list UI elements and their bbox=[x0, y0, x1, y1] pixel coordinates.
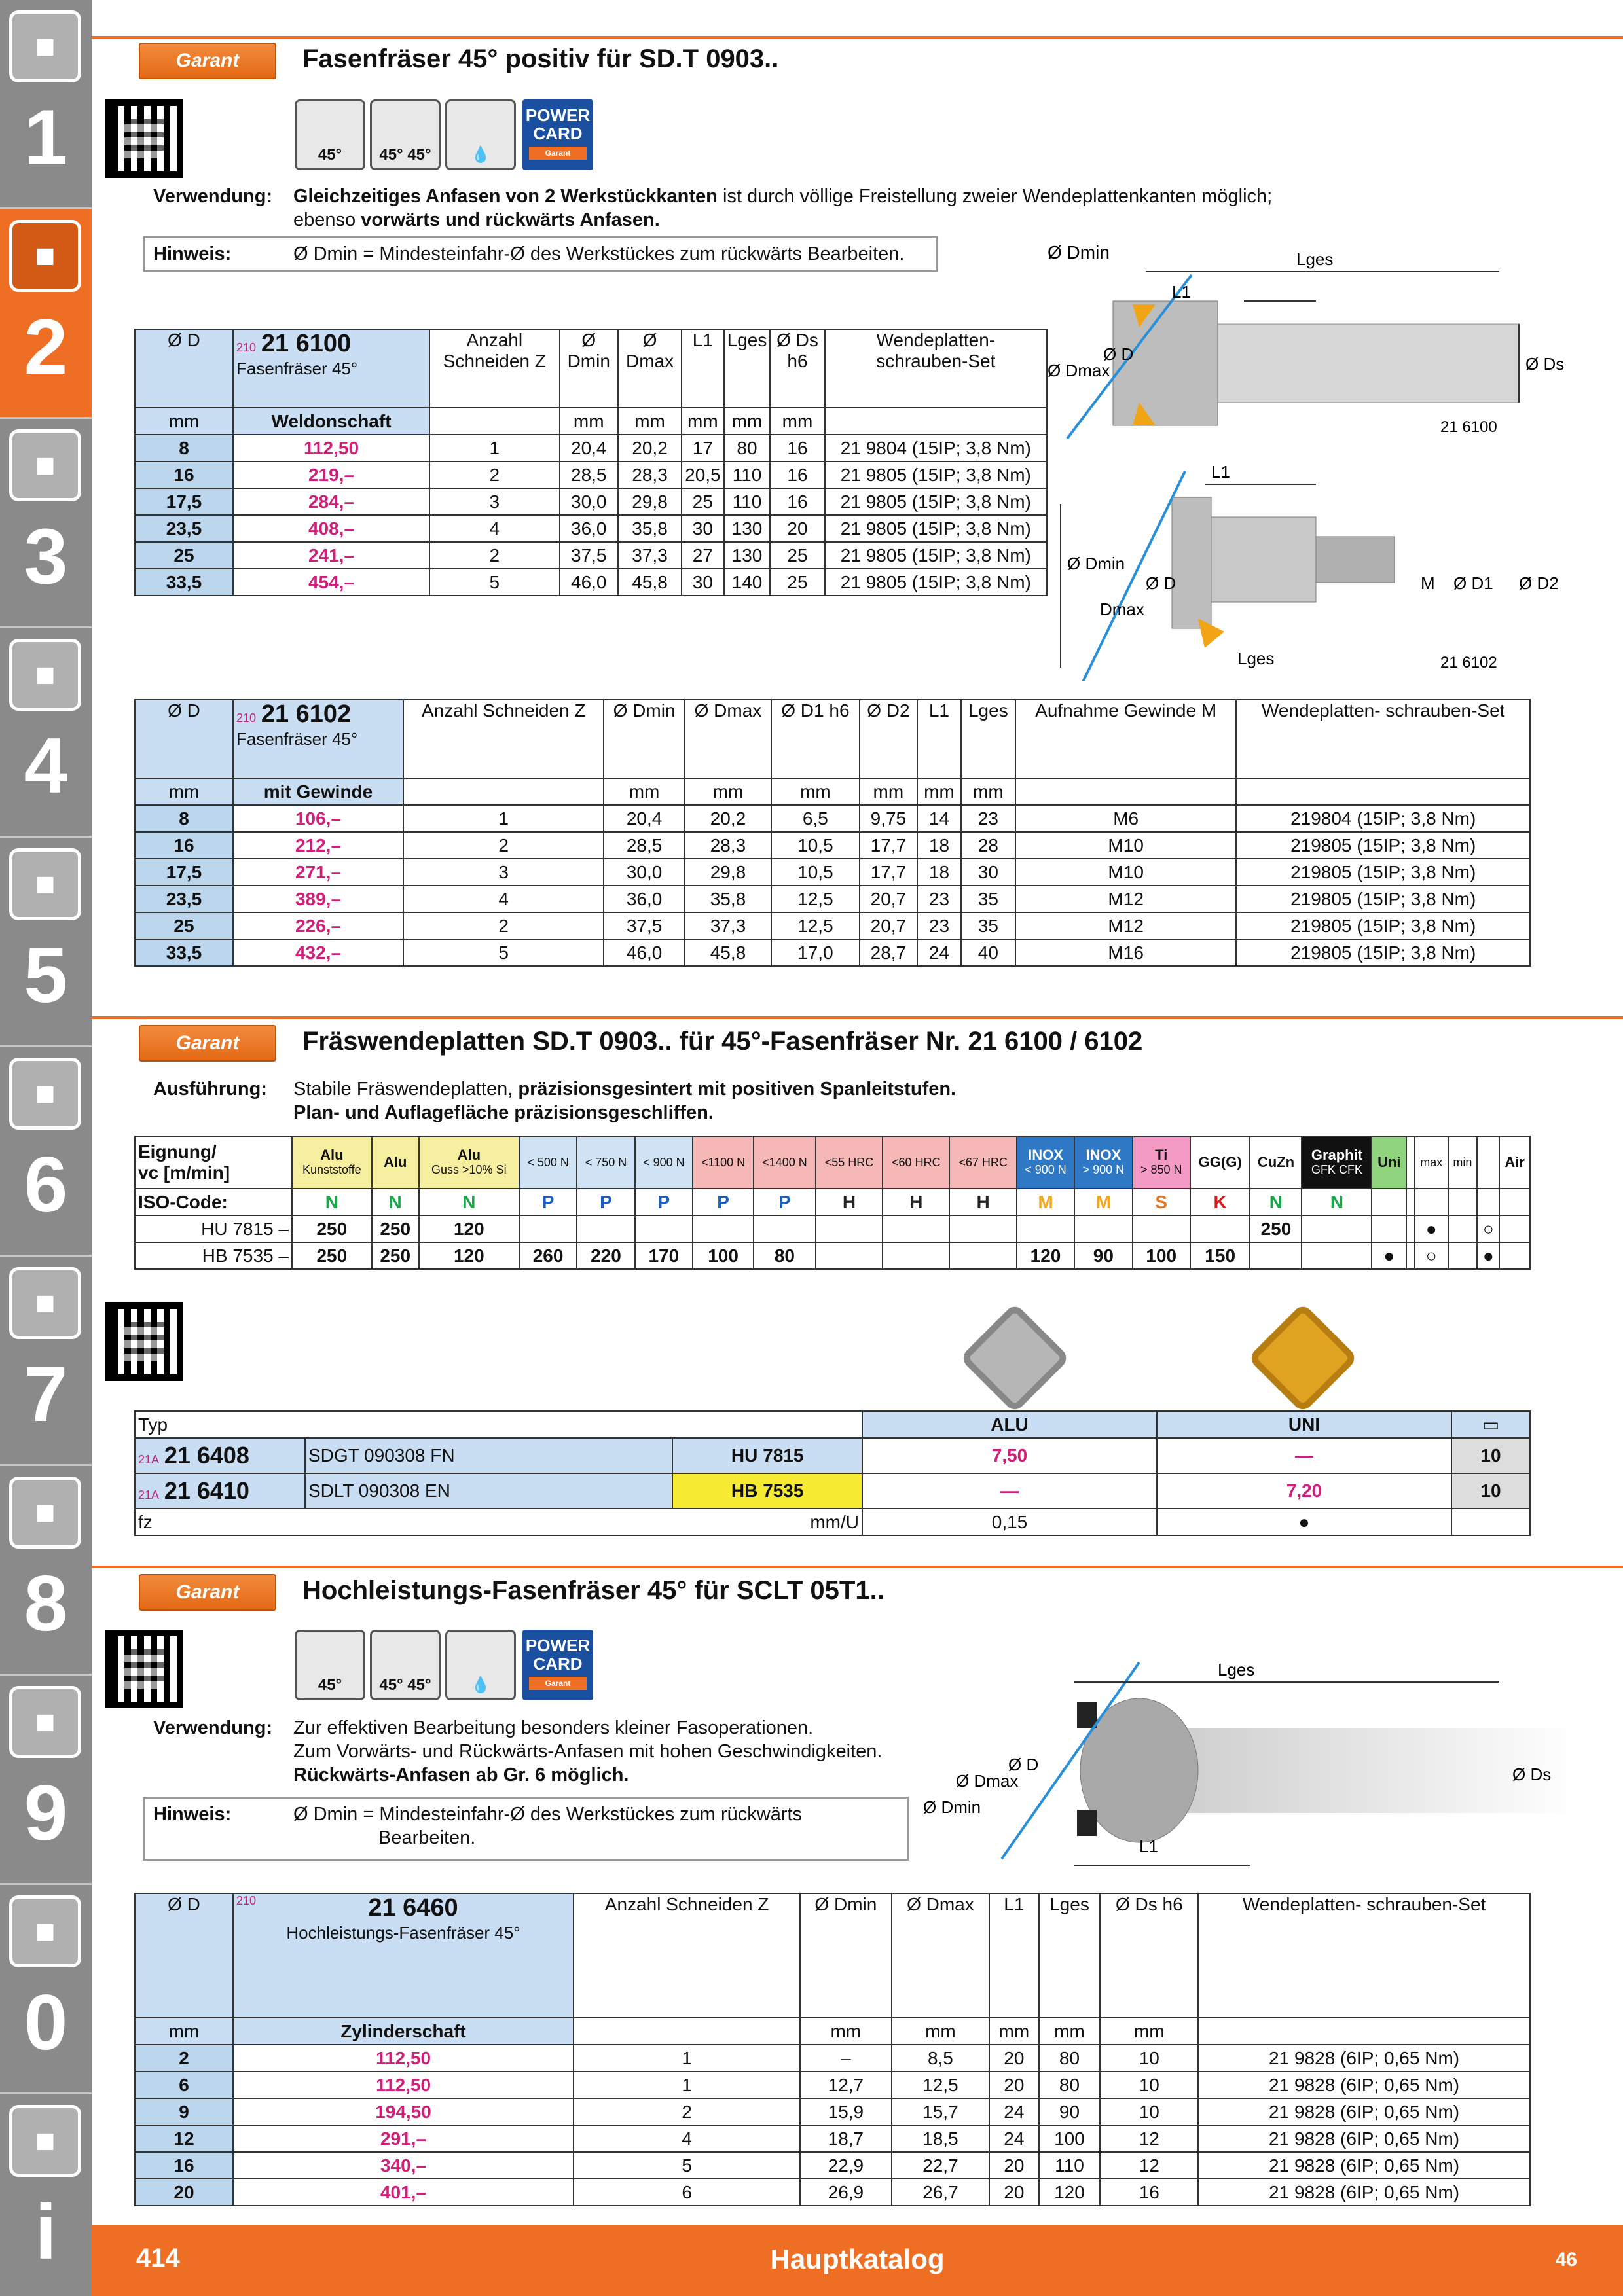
svg-text:Ø Dmax: Ø Dmax bbox=[1048, 361, 1110, 380]
safety-glasses-icon: ■ bbox=[9, 1895, 81, 1967]
fig-label-216100: 21 6100 bbox=[1440, 418, 1497, 436]
saw-blade-icon: ■ bbox=[9, 848, 81, 920]
chapter-number: 1 bbox=[24, 94, 68, 181]
table-row: 8 112,50 1 20,4 20,2 17 80 16 21 9804 (15IP; 3,8 Nm) bbox=[135, 435, 1047, 461]
table-row: 21A 21 6408 SDGT 090308 FN HU 7815 7,50 — 10 bbox=[135, 1438, 1530, 1473]
col-d: Ø D bbox=[135, 329, 233, 408]
garant-logo: Garant bbox=[139, 43, 276, 79]
table-216102: Ø D 210 21 6102 Fasenfräser 45° Anzahl Schneiden Z Ø Dmin Ø Dmax Ø D1 h6 Ø D2 L1 Lges Aufnahme Gewinde M Wendeplatten- schrauben-Set mm mit Gewinde mm mm mm mm mm mm 8 106,– 1 20,4 20,2 6,5 9,75 14 23 M6 219804 (15IP; 3,8 Nm) 16 212,– 2 28,5 28,3 10,5 17,7 18 28 M10 219805 (15IP; 3,8 Nm) 17,5 271,– 3 30,0 29,8 10,5 17,7 18 30 M10 219805 (15IP; 3,8 Nm) 23,5 389,– 4 36,0 35,8 12,5 20,7 23 35 M12 219805 (15IP; 3,8 Nm) 25 226,– 2 37,5 37,3 12,5 20,7 23 35 M12 219805 (15IP; 3,8 Nm) 33,5 432,– 5 46,0 45,8 17,0 28,7 24 40 M16 219805 (15IP; 3,8 Nm) bbox=[134, 699, 1531, 967]
table-row: 17,5 271,– 3 30,0 29,8 10,5 17,7 18 30 M10 219805 (15IP; 3,8 Nm) bbox=[135, 859, 1530, 886]
table-row: 20 401,– 6 26,9 26,7 20 120 16 21 9828 (6IP; 0,65 Nm) bbox=[135, 2179, 1530, 2206]
pliers-icon: ■ bbox=[9, 1267, 81, 1339]
svg-text:Ø D1: Ø D1 bbox=[1453, 573, 1493, 593]
svg-text:Ø D: Ø D bbox=[1103, 344, 1134, 364]
verwendung-text: Gleichzeitiges Anfasen von 2 Werkstückkanten ist durch völlige Freistellung zweier Wendeplattenkanten möglich; ebenso vorwärts und rückwärts Anfasen. bbox=[293, 186, 1273, 230]
svg-text:Ø Dmin: Ø Dmin bbox=[923, 1797, 981, 1817]
chapter-number: 3 bbox=[24, 512, 68, 600]
svg-text:Ø D: Ø D bbox=[1146, 573, 1176, 593]
chapter-tab-1[interactable] bbox=[0, 0, 92, 209]
toolbox-icon: ■ bbox=[9, 1477, 81, 1549]
section-title: Hochleistungs-Fasenfräser 45° für SCLT 05T1.. bbox=[302, 1576, 884, 1605]
hinweis-text: Ø Dmin = Mindesteinfahr-Ø des Werkstückes zum rückwärts Bearbeiten. bbox=[293, 243, 905, 264]
table-row: 25 241,– 2 37,5 37,3 27 130 25 21 9805 (15IP; 3,8 Nm) bbox=[135, 542, 1047, 569]
tool-drawing-216460 bbox=[923, 1643, 1578, 1885]
chapter-tab-4[interactable] bbox=[0, 628, 92, 838]
table-row: 6 112,50 1 12,7 12,5 20 80 10 21 9828 (6IP; 0,65 Nm) bbox=[135, 2072, 1530, 2098]
qr-code[interactable] bbox=[105, 1630, 183, 1708]
section-title: Fräswendeplatten SD.T 0903.. für 45°-Fasenfräser Nr. 21 6100 / 6102 bbox=[302, 1027, 1143, 1056]
table-row: 25 226,– 2 37,5 37,3 12,5 20,7 23 35 M12 219805 (15IP; 3,8 Nm) bbox=[135, 912, 1530, 939]
power-card-badge: POWER CARD Garant bbox=[522, 99, 593, 170]
chapter-number: 9 bbox=[24, 1769, 68, 1857]
section-divider bbox=[92, 1016, 1623, 1019]
table-row: 12 291,– 4 18,7 18,5 24 100 12 21 9828 (6IP; 0,65 Nm) bbox=[135, 2125, 1530, 2152]
table-row: 16 212,– 2 28,5 28,3 10,5 17,7 18 28 M10 219805 (15IP; 3,8 Nm) bbox=[135, 832, 1530, 859]
chapter-tab-i[interactable] bbox=[0, 2094, 92, 2296]
svg-text:Lges: Lges bbox=[1296, 249, 1334, 269]
verwendung-label: Verwendung: bbox=[153, 186, 273, 207]
section-title: Fasenfräser 45° positiv für SD.T 0903.. bbox=[302, 45, 779, 73]
caliper-icon: ■ bbox=[9, 639, 81, 711]
cabinet-icon: ■ bbox=[9, 1686, 81, 1758]
chapter-number: 8 bbox=[24, 1560, 68, 1647]
svg-text:Ø Ds: Ø Ds bbox=[1512, 1765, 1552, 1784]
chapter-tab-6[interactable] bbox=[0, 1047, 92, 1257]
verwendung-label: Verwendung: bbox=[153, 1717, 273, 1738]
section-divider bbox=[92, 1566, 1623, 1568]
svg-text:Ø Dmax: Ø Dmax bbox=[956, 1771, 1019, 1791]
hinweis-text: Ø Dmin = Mindesteinfahr-Ø des Werkstückes zum rückwärts Bearbeiten. bbox=[293, 1804, 803, 1848]
svg-text:L1: L1 bbox=[1172, 282, 1191, 302]
section-divider bbox=[92, 36, 1623, 39]
table-row: 23,5 408,– 4 36,0 35,8 30 130 20 21 9805 (15IP; 3,8 Nm) bbox=[135, 515, 1047, 542]
table-216100: Ø D 210 21 6100 Fasenfräser 45° Anzahl Schneiden Z Ø Dmin Ø Dmax L1 Lges Ø Ds h6 Wendeplatten- schrauben-Set mm Weldonschaft mm mm mm mm mm 8 112,50 1 20,4 20,2 17 80 16 21 9804 (15IP; 3,8 Nm) 16 219,– 2 28,5 28,3 20,5 110 16 21 9805 (15IP; 3,8 Nm) 17,5 284,– 3 30,0 29,8 25 110 16 21 9805 (15IP; 3,8 Nm) 23,5 408,– 4 36,0 35,8 30 130 20 21 9805 (15IP; 3,8 Nm) 25 241,– 2 37,5 37,3 27 130 25 21 9805 (15IP; 3,8 Nm) 33,5 454,– 5 46,0 45,8 30 140 25 21 9805 (15IP; 3,8 Nm) bbox=[134, 329, 1048, 596]
qr-code[interactable] bbox=[105, 1302, 183, 1381]
drill-icon: ■ bbox=[9, 10, 81, 82]
tool-drawing-216102 bbox=[1041, 458, 1611, 681]
chapter-number: 5 bbox=[24, 931, 68, 1019]
insert-alu-image bbox=[959, 1302, 1070, 1414]
qr-code[interactable] bbox=[105, 99, 183, 178]
fig-label-216102: 21 6102 bbox=[1440, 654, 1497, 672]
milling-insert-icon: ■ bbox=[9, 220, 81, 292]
page-footer bbox=[92, 2225, 1623, 2296]
insert-table: Typ ALU UNI ▭ 21A 21 6408 SDGT 090308 FN HU 7815 7,50 — 10 21A 21 6410 SDLT 090308 EN HB 7535 — 7,20 10 fz mm/U 0,15 ● bbox=[134, 1410, 1531, 1536]
chapter-number: 4 bbox=[24, 722, 68, 810]
table-row: 2 112,50 1 – 8,5 20 80 10 21 9828 (6IP; 0,65 Nm) bbox=[135, 2045, 1530, 2072]
chapter-tab-2[interactable] bbox=[0, 209, 92, 419]
table-row: 17,5 284,– 3 30,0 29,8 25 110 16 21 9805 (15IP; 3,8 Nm) bbox=[135, 488, 1047, 515]
chapter-tab-0[interactable] bbox=[0, 1885, 92, 2094]
table-row: 16 219,– 2 28,5 28,3 20,5 110 16 21 9805 (15IP; 3,8 Nm) bbox=[135, 461, 1047, 488]
footer-index: 46 bbox=[1555, 2249, 1577, 2270]
chapter-number: 7 bbox=[24, 1350, 68, 1438]
table-216460: Ø D 210 21 6460 Hochleistungs-Fasenfräser 45° Anzahl Schneiden Z Ø Dmin Ø Dmax L1 Lges Ø Ds h6 Wendeplatten- schrauben-Set mm Zylinderschaft mm mm mm mm mm 2 112,50 1 – 8,5 20 80 10 21 9828 (6IP; 0,65 Nm) 6 112,50 1 12,7 12,5 20 80 10 21 9828 (6IP; 0,65 Nm) 9 194,50 2 15,9 15,7 24 90 10 21 9828 (6IP; 0,65 Nm) 12 291,– 4 18,7 18,5 24 100 12 21 9828 (6IP; 0,65 Nm) 16 340,– 5 22,9 22,7 20 110 12 21 9828 (6IP; 0,65 Nm) 20 401,– 6 26,9 26,7 20 120 16 21 9828 (6IP; 0,65 Nm) bbox=[134, 1893, 1531, 2206]
svg-text:M: M bbox=[1421, 573, 1435, 593]
garant-logo: Garant bbox=[139, 1025, 276, 1062]
coolant-pictogram: 💧 bbox=[445, 1630, 516, 1700]
material-suitability-table: Eignung/ vc [m/min] Alu Kunststoffe Alu Alu Guss >10% Si < 500 N < 750 N < 900 N <1100 N <1400 N <55 HRC <60 HRC <67 HRC INOX < 900 N INOX > 900 N Ti > 850 N GG(G) CuZn Graphit GFK CFK Uni max min Air ISO-Code: N N N P P P P P H H H M M S K N N HU 7815 – 250 250 120 250 ● ○ HB 7535 – 250 250 120 260 220 170 100 80 120 90 100 150 ● ○ ● bbox=[134, 1136, 1531, 1270]
hinweis-label: Hinweis: bbox=[153, 1804, 232, 1825]
table-row: HU 7815 – 250 250 120 250 ● ○ bbox=[135, 1215, 1530, 1242]
chapter-tab-bar bbox=[0, 0, 92, 2296]
chapter-number: 2 bbox=[24, 303, 68, 391]
svg-text:Ø D: Ø D bbox=[1008, 1755, 1039, 1774]
ausfuehrung-text: Stabile Fräswendeplatten, präzisionsgesintert mit positiven Spanleitstufen. Plan- und Auflagefläche präzisionsgeschliffen. bbox=[293, 1079, 957, 1123]
svg-text:Ø Ds: Ø Ds bbox=[1525, 354, 1565, 374]
insert-uni-image bbox=[1247, 1302, 1359, 1414]
power-card-badge: POWER CARD Garant bbox=[522, 1630, 593, 1700]
info-icon: ■ bbox=[9, 2105, 81, 2177]
chapter-tab-7[interactable] bbox=[0, 1257, 92, 1466]
svg-text:L1: L1 bbox=[1139, 1837, 1158, 1856]
table-row: 23,5 389,– 4 36,0 35,8 12,5 20,7 23 35 M12 219805 (15IP; 3,8 Nm) bbox=[135, 886, 1530, 912]
garant-logo: Garant bbox=[139, 1574, 276, 1611]
page-number: 414 bbox=[136, 2244, 180, 2272]
wrench-icon: ■ bbox=[9, 1058, 81, 1130]
coolant-pictogram: 💧 bbox=[445, 99, 516, 170]
table-row: 21A 21 6410 SDLT 090308 EN HB 7535 — 7,20 10 bbox=[135, 1473, 1530, 1509]
chapter-tab-3[interactable] bbox=[0, 419, 92, 628]
svg-text:Ø Dmin: Ø Dmin bbox=[1048, 242, 1110, 262]
svg-text:Lges: Lges bbox=[1218, 1660, 1255, 1679]
chapter-number: 0 bbox=[24, 1979, 68, 2066]
chamfer-45-pictogram: 45° bbox=[295, 99, 365, 170]
table-row: HB 7535 – 250 250 120 260 220 170 100 80 120 90 100 150 ● ○ ● bbox=[135, 1242, 1530, 1269]
table-row: 33,5 454,– 5 46,0 45,8 30 140 25 21 9805 (15IP; 3,8 Nm) bbox=[135, 569, 1047, 596]
chamfer-45-45-pictogram: 45° 45° bbox=[370, 1630, 441, 1700]
verwendung-text: Zur effektiven Bearbeitung besonders kleiner Fasoperationen. Zum Vorwärts- und Rückwärts-Anfasen mit hohen Geschwindigkeiten. Rückwärts-Anfasen ab Gr. 6 möglich. bbox=[293, 1717, 883, 1785]
table-row: 9 194,50 2 15,9 15,7 24 90 10 21 9828 (6IP; 0,65 Nm) bbox=[135, 2098, 1530, 2125]
footer-title: Hauptkatalog bbox=[770, 2244, 945, 2274]
table-row: 16 340,– 5 22,9 22,7 20 110 12 21 9828 (6IP; 0,65 Nm) bbox=[135, 2152, 1530, 2179]
ausfuehrung-label: Ausführung: bbox=[153, 1079, 267, 1100]
chapter-tab-9[interactable] bbox=[0, 1676, 92, 1885]
chapter-number: i bbox=[35, 2188, 57, 2276]
svg-text:Lges: Lges bbox=[1237, 649, 1275, 668]
svg-text:Ø Dmin: Ø Dmin bbox=[1067, 554, 1125, 573]
hinweis-label: Hinweis: bbox=[153, 243, 232, 264]
chapter-tab-8[interactable] bbox=[0, 1466, 92, 1676]
tap-icon: ■ bbox=[9, 429, 81, 501]
chamfer-45-pictogram: 45° bbox=[295, 1630, 365, 1700]
table-row: 33,5 432,– 5 46,0 45,8 17,0 28,7 24 40 M16 219805 (15IP; 3,8 Nm) bbox=[135, 939, 1530, 966]
table-row: 8 106,– 1 20,4 20,2 6,5 9,75 14 23 M6 219804 (15IP; 3,8 Nm) bbox=[135, 805, 1530, 832]
svg-text:L1: L1 bbox=[1211, 462, 1230, 482]
chapter-tab-5[interactable] bbox=[0, 838, 92, 1047]
chamfer-45-45-pictogram: 45° 45° bbox=[370, 99, 441, 170]
svg-text:Ø D2: Ø D2 bbox=[1519, 573, 1559, 593]
chapter-number: 6 bbox=[24, 1141, 68, 1229]
svg-text:Dmax: Dmax bbox=[1100, 600, 1144, 619]
